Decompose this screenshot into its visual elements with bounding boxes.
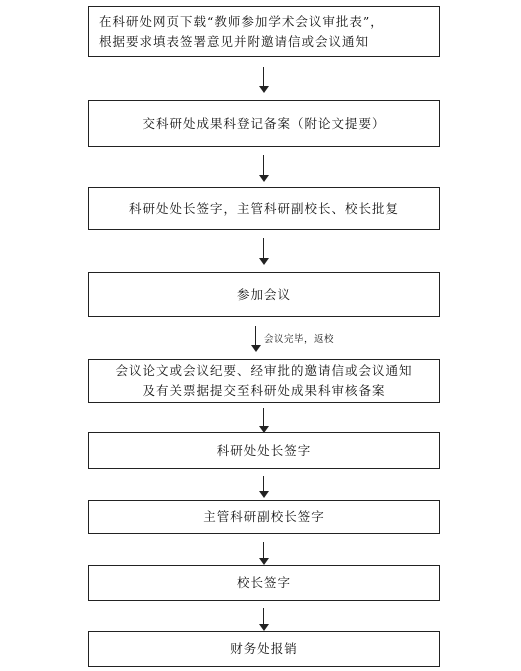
down-arrow-8 [259,608,269,631]
arrow-note-return: 会议完毕，返校 [264,334,335,345]
down-arrow-7 [259,542,269,565]
step-download-form-line2: 根据要求填表签署意见并附邀请信或会议通知 [99,33,370,49]
down-arrow-2 [259,155,269,182]
step-vice-president-sign-label: 主管科研副校长签字 [203,509,325,524]
step-download-form-box [88,6,440,57]
step-finance-reimburse-label: 财务处报销 [230,641,298,656]
step-director-sign-box [88,432,440,469]
step-attend-meeting-box [88,272,440,317]
step-president-sign-box [88,565,440,601]
step-download-form-line1: 在科研处网页下载“教师参加学术会议审批表”， [99,13,384,29]
step-register-label: 交科研处成果科登记备案（附论文提要） [142,115,386,131]
step-vice-president-sign-box [88,500,440,534]
step-attend-meeting-label: 参加会议 [236,286,291,302]
down-arrow-5 [259,408,269,433]
down-arrow-6 [259,476,269,498]
step-submit-documents-box [88,359,440,403]
down-arrow-1 [259,67,269,93]
down-arrow-3 [259,238,269,265]
step-approval-label: 科研处处长签字，主管科研副校长、校长批复 [128,200,399,216]
step-finance-reimburse-box [88,631,440,667]
step-submit-documents-line1: 会议论文或会议纪要、经审批的邀请信或会议通知 [115,363,413,378]
step-approval-box [88,187,440,230]
step-register-box [88,100,440,147]
step-president-sign-label: 校长签字 [236,575,291,590]
step-director-sign-label: 科研处处长签字 [216,442,312,458]
down-arrow-4 [251,326,261,352]
step-submit-documents-line2: 及有关票据提交至科研处成果科审核备案 [142,383,386,398]
